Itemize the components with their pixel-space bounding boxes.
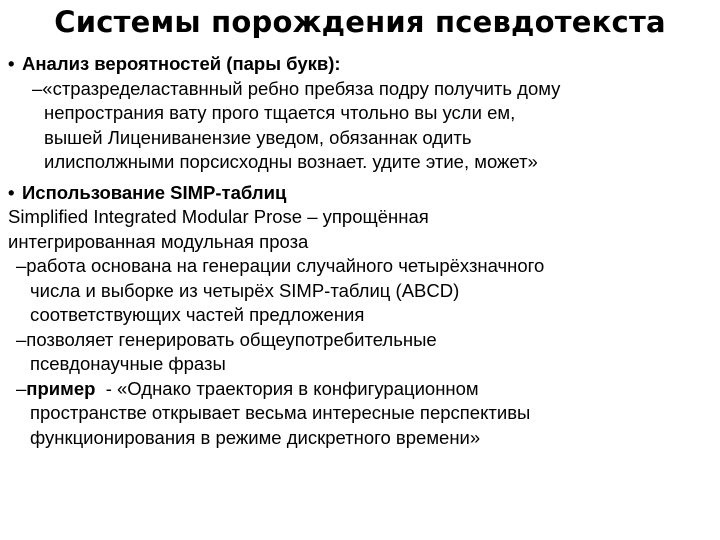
example-line: пространстве открывает весьма интересные перспективы <box>30 402 531 423</box>
bullet-heading-row <box>8 53 341 74</box>
sub-item-generation <box>8 254 714 328</box>
slide-title: Системы порождения псевдотекста <box>54 5 666 39</box>
quote-block <box>8 77 714 175</box>
bullet-simp-tables <box>8 181 714 206</box>
definition-block <box>8 205 714 254</box>
definition-line: Simplified Integrated Modular Prose – упрощённая <box>8 206 429 227</box>
bullet-marker: • <box>8 53 15 74</box>
sub-item-line <box>16 254 714 279</box>
sub-item-line: соответствующих частей предложения <box>30 304 365 325</box>
bullet-marker: • <box>8 181 15 203</box>
example-separator: - <box>95 377 118 399</box>
quote-text-1: «стразределаставнный ребно пребяза подру получить дому <box>42 77 561 99</box>
sub-item-line: псевдонаучные фразы <box>30 353 226 374</box>
quote-line: илисполжными порсисходны вознает. удите этие, может» <box>44 151 538 172</box>
definition-line: интегрированная модульная проза <box>8 230 309 252</box>
sub-item-text: работа основана на генерации случайного четырёхзначного <box>26 255 545 276</box>
sub-item-example <box>8 377 714 451</box>
example-text: «Однако траектория в конфигурационном <box>117 377 479 399</box>
example-line <box>16 377 714 402</box>
example-line: функционирования в режиме дискретного времени» <box>30 426 481 448</box>
dash-marker: – <box>16 255 27 276</box>
bullet-heading: Анализ вероятностей (пары букв): <box>22 53 341 74</box>
bullet-heading: Использование SIMP-таблиц <box>22 181 287 203</box>
bullet-heading-row <box>8 182 286 203</box>
sub-item-phrases <box>8 328 714 377</box>
dash-marker: – <box>16 377 27 399</box>
sub-item-text: позволяет генерировать общеупотребительные <box>26 328 437 350</box>
sub-item-line: числа и выборке из четырёх SIMP-таблиц (ABCD) <box>30 279 460 301</box>
dash-marker: – <box>16 328 27 350</box>
bullet-probability-analysis <box>8 52 714 77</box>
quote-line <box>32 77 714 102</box>
sub-item-line <box>16 328 714 353</box>
quote-line: вышей Лицениванензие уведом, обязаннак одить <box>44 126 472 148</box>
slide-body <box>8 52 714 450</box>
quote-line: непространия вату прого тщается чтольно вы усли ем, <box>44 102 516 123</box>
dash-marker: – <box>32 77 43 99</box>
example-label: пример <box>26 377 96 399</box>
